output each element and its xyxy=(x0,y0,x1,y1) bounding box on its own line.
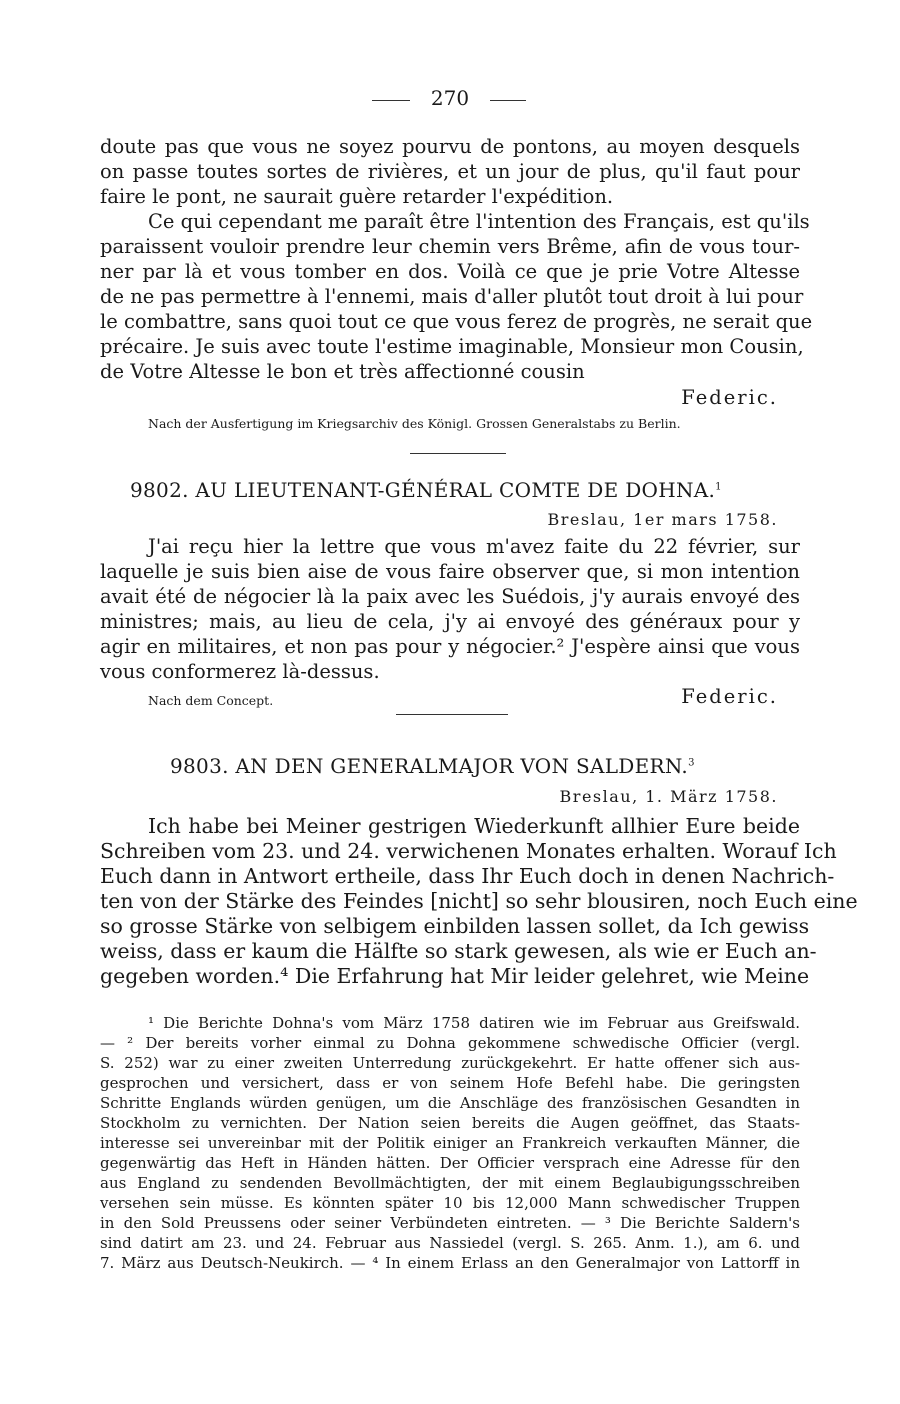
text-line: Ce qui cependant me paraît être l'intention des Français, est qu'ils xyxy=(148,210,810,233)
footnote-line: aus England zu sendenden Bevollmächtigten, der mit einem Beglaubigungsschreiben xyxy=(100,1174,800,1192)
text-line: gegeben worden.⁴ Die Erfahrung hat Mir leider gelehret, wie Meine xyxy=(100,964,810,988)
text-line: J'ai reçu hier la lettre que vous m'avez faite du 22 février, sur xyxy=(148,535,800,558)
header-dash-right xyxy=(490,100,526,101)
section-divider xyxy=(410,453,506,454)
text-line: ner par là et vous tomber en dos. Voilà ce que je prie Votre Altesse xyxy=(100,260,800,283)
text-line: Ich habe bei Meiner gestrigen Wiederkunft allhier Eure beide xyxy=(148,814,800,838)
text-line: so grosse Stärke von selbigem einbilden lassen sollet, da Ich gewiss xyxy=(100,914,810,938)
letter-date: Breslau, 1er mars 1758. xyxy=(547,510,778,529)
footnote-line: 7. März aus Deutsch-Neukirch. — ⁴ In einem Erlass an den Generalmajor von Lattorff in xyxy=(100,1254,800,1272)
text-line: de ne pas permettre à l'ennemi, mais d'aller plutôt tout droit à lui pour xyxy=(100,285,804,308)
letter-heading-text: 9803. AN DEN GENERALMAJOR VON SALDERN. xyxy=(170,754,689,778)
text-line: faire le pont, ne saurait guère retarder l'expédition. xyxy=(100,185,614,208)
letter-heading xyxy=(130,478,722,502)
signature: Federic. xyxy=(681,685,778,708)
text-line: le combattre, sans quoi tout ce que vous ferez de progrès, ne serait que xyxy=(100,310,813,333)
text-line: agir en militaires, et non pas pour y négocier.² J'espère ainsi que vous xyxy=(100,635,800,658)
letter-heading xyxy=(170,754,695,778)
source-note: Nach der Ausfertigung im Kriegsarchiv des Königl. Grossen Generalstabs zu Berlin. xyxy=(148,416,681,431)
text-line: laquelle je suis bien aise de vous faire observer que, si mon intention xyxy=(100,560,800,583)
signature: Federic. xyxy=(681,386,778,409)
letter-heading-text: 9802. AU LIEUTENANT-GÉNÉRAL COMTE DE DOHNA. xyxy=(130,478,716,502)
text-line: avait été de négocier là la paix avec les Suédois, j'y aurais envoyé des xyxy=(100,585,800,608)
page-number: 270 xyxy=(430,86,470,110)
footnote-line: interesse sei unvereinbar mit der Politik einiger an Frankreich verkauften Männer, die xyxy=(100,1134,800,1152)
footnote-line: sind datirt am 23. und 24. Februar aus Nassiedel (vergl. S. 265. Anm. 1.), am 6. und xyxy=(100,1234,800,1252)
letter-date: Breslau, 1. März 1758. xyxy=(559,787,778,806)
text-line: ten von der Stärke des Feindes [nicht] so sehr blousiren, noch Euch eine xyxy=(100,889,858,913)
text-line: ministres; mais, au lieu de cela, j'y ai envoyé des généraux pour y xyxy=(100,610,800,633)
page-header xyxy=(0,86,900,114)
footnote-line: Schritte Englands würden genügen, um die Anschläge des französischen Gesandten in xyxy=(100,1094,800,1112)
text-line: Schreiben vom 23. und 24. verwichenen Monates erhalten. Worauf Ich xyxy=(100,839,837,863)
text-line: paraissent vouloir prendre leur chemin vers Brême, afin de vous tour- xyxy=(100,235,800,258)
header-dash-left xyxy=(372,100,410,101)
footnote-ref: 1 xyxy=(715,481,722,493)
text-line: Euch dann in Antwort ertheile, dass Ihr Euch doch in denen Nachrich- xyxy=(100,864,835,888)
text-line: de Votre Altesse le bon et très affectionné cousin xyxy=(100,360,585,383)
source-note: Nach dem Concept. xyxy=(148,693,274,708)
text-line: vous conformerez là-dessus. xyxy=(100,660,380,683)
text-line: précaire. Je suis avec toute l'estime imaginable, Monsieur mon Cousin, xyxy=(100,335,804,358)
footnote-line: gegenwärtig das Heft in Händen hätten. Der Officier versprach eine Adresse für den xyxy=(100,1154,800,1172)
footnote-ref: 3 xyxy=(688,757,695,769)
footnote-line: in den Sold Preussens oder seiner Verbündeten eintreten. — ³ Die Berichte Saldern's xyxy=(100,1214,800,1232)
footnote-line: Stockholm zu vernichten. Der Nation seien bereits die Augen geöffnet, das Staats- xyxy=(100,1114,800,1132)
section-divider xyxy=(396,714,508,715)
footnote-line: S. 252) war zu einer zweiten Unterredung zurückgekehrt. Er hatte offener sich aus- xyxy=(100,1054,800,1072)
text-line: on passe toutes sortes de rivières, et un jour de plus, qu'il faut pour xyxy=(100,160,800,183)
text-line: doute pas que vous ne soyez pourvu de pontons, au moyen desquels xyxy=(100,135,800,158)
footnote-line: — ² Der bereits vorher einmal zu Dohna gekommene schwedische Officier (vergl. xyxy=(100,1034,800,1052)
text-line: weiss, dass er kaum die Hälfte so stark gewesen, als wie er Euch an- xyxy=(100,939,817,963)
footnote-line: versehen sein müsse. Es könnten später 10 bis 12,000 Mann schwedischer Truppen xyxy=(100,1194,800,1212)
footnote-line: ¹ Die Berichte Dohna's vom März 1758 datiren wie im Februar aus Greifswald. xyxy=(148,1014,800,1032)
footnote-line: gesprochen und versichert, dass er von seinem Hofe Befehl habe. Die geringsten xyxy=(100,1074,800,1092)
